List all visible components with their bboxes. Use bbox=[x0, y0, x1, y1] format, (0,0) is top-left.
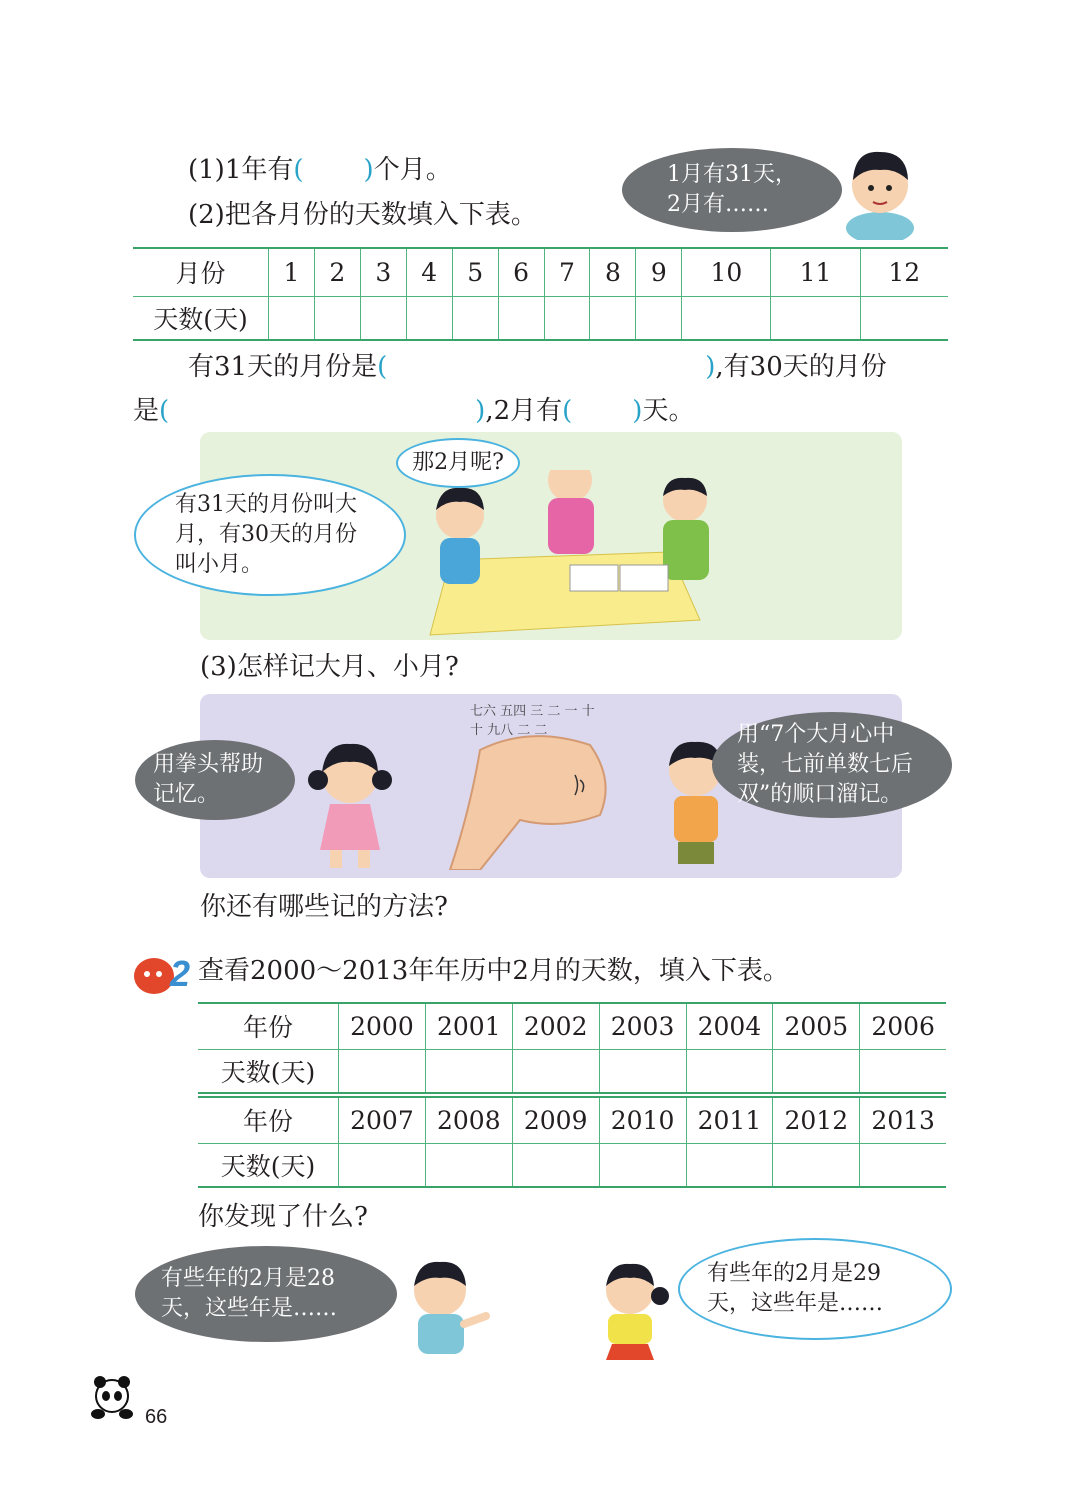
days-cell[interactable] bbox=[269, 296, 315, 340]
days-cell[interactable] bbox=[425, 1143, 512, 1187]
fist-illustration bbox=[440, 720, 620, 870]
q1-part1: (1)1年有( )个月。 bbox=[188, 155, 452, 185]
days-cell[interactable] bbox=[512, 1049, 599, 1093]
year-cell: 2010 bbox=[599, 1097, 686, 1143]
days-cell[interactable] bbox=[590, 296, 636, 340]
days-cell[interactable] bbox=[512, 1143, 599, 1187]
days-cell[interactable] bbox=[425, 1049, 512, 1093]
table-header-year: 年份 bbox=[242, 1013, 293, 1043]
days-cell[interactable] bbox=[771, 296, 860, 340]
table-header-days: 天数(天) bbox=[220, 1151, 316, 1181]
year-cell: 2004 bbox=[686, 1003, 773, 1049]
month-cell: 6 bbox=[498, 248, 544, 296]
year-cell: 2002 bbox=[512, 1003, 599, 1049]
table-header-days: 天数(天) bbox=[153, 304, 248, 334]
bubble-29: 有些年的2月是29天，这些年是…… bbox=[678, 1238, 952, 1340]
month-cell: 9 bbox=[636, 248, 682, 296]
table-header-days: 天数(天) bbox=[220, 1057, 316, 1087]
month-cell: 10 bbox=[682, 248, 771, 296]
boy-thinking-icon bbox=[835, 140, 925, 240]
days-cell[interactable] bbox=[314, 296, 360, 340]
q2-discover: 你发现了什么? bbox=[198, 1202, 368, 1232]
fill-line-2: 是( ),2月有( )天。 bbox=[133, 396, 695, 426]
month-cell: 12 bbox=[860, 248, 948, 296]
knuckle-labels: 七六 五四 三 二 一 十 十 九八 二 二 bbox=[470, 704, 595, 738]
days-cell[interactable] bbox=[452, 296, 498, 340]
days-cell[interactable] bbox=[599, 1049, 686, 1093]
year-table-1 bbox=[198, 1002, 946, 1094]
year-cell: 2001 bbox=[425, 1003, 512, 1049]
days-cell[interactable] bbox=[860, 1143, 946, 1187]
days-cell[interactable] bbox=[636, 296, 682, 340]
month-cell: 8 bbox=[590, 248, 636, 296]
part3-title: (3)怎样记大月、小月? bbox=[200, 652, 459, 682]
month-cell: 11 bbox=[771, 248, 860, 296]
bubble-fist: 用拳头帮助记忆。 bbox=[135, 740, 295, 820]
days-cell[interactable] bbox=[339, 1049, 426, 1093]
days-cell[interactable] bbox=[860, 296, 948, 340]
q1-part2: (2)把各月份的天数填入下表。 bbox=[188, 200, 537, 230]
part3-followup: 你还有哪些记的方法? bbox=[200, 892, 448, 922]
year-cell: 2003 bbox=[599, 1003, 686, 1049]
bubble-rhyme: 用“7个大月心中装，七前单数七后双”的顺口溜记。 bbox=[712, 712, 952, 818]
table-header-year: 年份 bbox=[242, 1107, 293, 1137]
paren-close: ) bbox=[363, 155, 374, 185]
year-cell: 2008 bbox=[425, 1097, 512, 1143]
year-cell: 2012 bbox=[773, 1097, 860, 1143]
panda-icon bbox=[88, 1372, 138, 1422]
fill-line-1: 有31天的月份是( ),有30天的月份 bbox=[188, 352, 887, 382]
year-cell: 2000 bbox=[339, 1003, 426, 1049]
year-table-2 bbox=[198, 1096, 946, 1188]
bubble-question: 那2月呢? bbox=[396, 438, 520, 488]
thinking-bubble: 1月有31天， 2月有…… bbox=[622, 148, 842, 232]
days-cell[interactable] bbox=[544, 296, 590, 340]
days-cell[interactable] bbox=[339, 1143, 426, 1187]
children-at-table-illustration bbox=[420, 470, 720, 640]
month-cell: 1 bbox=[269, 248, 315, 296]
paren-open: ( bbox=[293, 155, 304, 185]
days-cell[interactable] bbox=[682, 296, 771, 340]
days-cell[interactable] bbox=[599, 1143, 686, 1187]
days-cell[interactable] bbox=[773, 1143, 860, 1187]
girl-thinking-icon bbox=[590, 1252, 680, 1362]
month-cell: 4 bbox=[406, 248, 452, 296]
year-cell: 2005 bbox=[773, 1003, 860, 1049]
bubble-28: 有些年的2月是28天，这些年是…… bbox=[135, 1246, 397, 1342]
q2-instruction: 查看2000～2013年年历中2月的天数，填入下表。 bbox=[198, 956, 789, 986]
bubble-explain: 有31天的月份叫大月，有30天的月份叫小月。 bbox=[134, 474, 406, 596]
days-cell[interactable] bbox=[406, 296, 452, 340]
month-cell: 2 bbox=[314, 248, 360, 296]
days-cell[interactable] bbox=[686, 1143, 773, 1187]
month-cell: 3 bbox=[360, 248, 406, 296]
year-cell: 2006 bbox=[860, 1003, 946, 1049]
page-number: 66 bbox=[145, 1406, 168, 1428]
days-cell[interactable] bbox=[498, 296, 544, 340]
month-cell: 5 bbox=[452, 248, 498, 296]
month-table bbox=[133, 247, 948, 341]
year-cell: 2009 bbox=[512, 1097, 599, 1143]
year-cell: 2011 bbox=[686, 1097, 773, 1143]
year-cell: 2007 bbox=[339, 1097, 426, 1143]
question-number: 2 bbox=[170, 953, 191, 994]
girl-pointing-icon bbox=[300, 730, 410, 875]
days-cell[interactable] bbox=[360, 296, 406, 340]
days-cell[interactable] bbox=[686, 1049, 773, 1093]
table-header-month: 月份 bbox=[175, 259, 226, 289]
question-number-badge-icon bbox=[130, 950, 192, 998]
month-cell: 7 bbox=[544, 248, 590, 296]
days-cell[interactable] bbox=[860, 1049, 946, 1093]
year-cell: 2013 bbox=[860, 1097, 946, 1143]
boy-pointing-icon bbox=[398, 1250, 493, 1360]
days-cell[interactable] bbox=[773, 1049, 860, 1093]
